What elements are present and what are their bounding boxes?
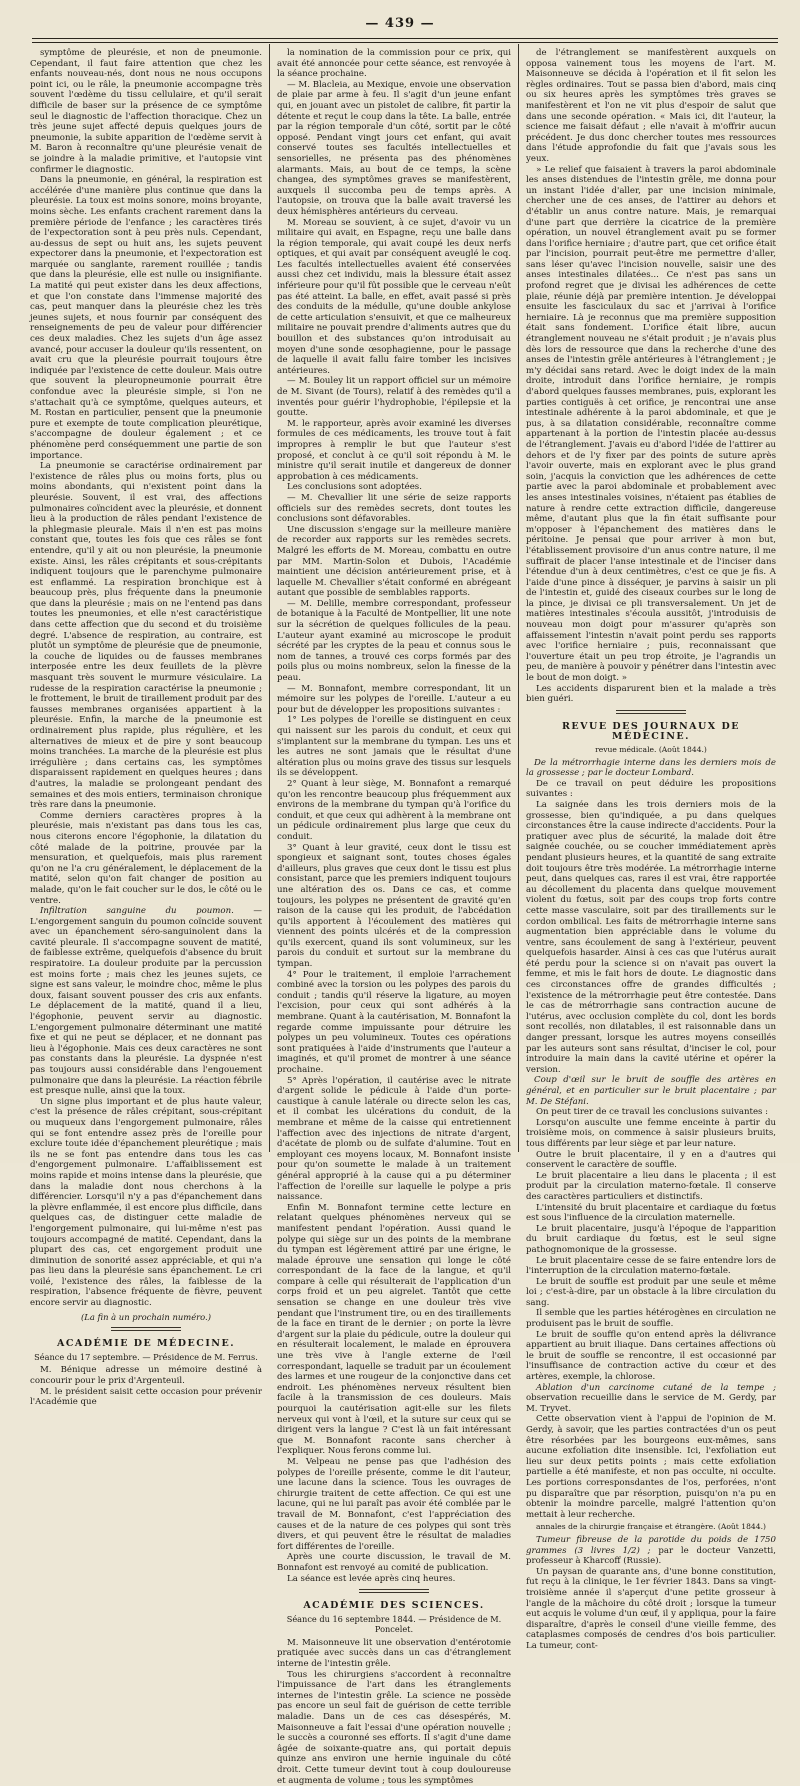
article-title-tumeur: Tumeur fibreuse de la parotide du poids de 1750 grammes (3 livres 1/2) ;: [526, 1534, 776, 1556]
paragraph: Un signe plus important et de plus haute valeur, c'est la présence de râles crépitant, sous-crépitant ou muqueux dans l'engorgement pulmonaire, râles qui se font entendre assez près de l'oreille pour exclure toute idée d'épanchement pleurétique ; mais ils ne se font pas entendre dans tous les cas d'engorgement pulmonaire. L'affaiblissement est moins rapide et moins intense dans la pleurésie, que dans la maladie dont nous cherchons à la différencier. Lorsqu'il n'y a pas d'épanchement dans la plèvre enflammée, il est encore plus difficile, dans quelques cas, de distinguer cette maladie de l'engorgement pulmonaire, qui lui-même n'est pas toujours accompagné de matité. Cependant, dans la plupart des cas, cet engorgement produit une diminution de sonorité assez appréciable, et qui n'a pas lieu dans la pleurésie sans épanchement. Le cri voilé, l'existence des râles, la faiblesse de la respiration, l'absence fréquente de fièvre, peuvent encore servir au diagnostic.: [30, 1096, 262, 1309]
paragraph: Dans la pneumonie, en général, la respiration est accélérée d'une manière plus continue que dans la pleurésie. La toux est moins sonore, moins broyante, moins sèche. Les enfants crachent rarement dans la première période de l'enfance ; les caractères tirés de l'expectoration sont à peu près nuls. Cependant, au-dessus de sept ou huit ans, les sujets peuvent expectorer dans la pneumonie, et l'expectoration est marquée ou sanglante, rarement rouillée ; tandis que dans la pleurésie, elle est nulle ou insignifiante. La matité qui peut exister dans les deux affections, et que l'on constate dans l'immense majorité des cas, peut manquer dans la pleurésie chez les très jeunes sujets, et nous fournir par conséquent des renseignements de peu de valeur pour différencier ces deux maladies. Chez les sujets d'un âge assez avancé, pour accuser la douleur qu'ils ressentent, on avait cru que la pleurésie pourrait toujours être indiquée par l'existence de cette douleur. Mais outre que souvent la pleuropneumonie pourrait être confondue avec la pleurésie simple, si l'on ne s'attachait qu'à ce symptôme, quelques auteurs, et M. Rostan en particulier, pensent que la pneumonie pure et exempte de toute complication pleurétique, s'accompagne de douleur également ; et ce phénomène perd conséquemment une partie de son importance.: [30, 175, 262, 461]
paragraph: Le bruit de souffle qu'on entend après la délivrance appartient au bruit iliaque. Dans certaines affections où le bruit de souffle se rencontre, il est occasionné par l'insuffisance de contraction active du cœur et des artères, exemple, la chlorose.: [526, 1329, 776, 1383]
section-separator: [616, 710, 686, 714]
paragraph: 1° Les polypes de l'oreille se distinguent en ceux qui naissent sur les parois du conduit, et ceux qui s'implantent sur la membrane du tympan. Les uns et les autres ne sont jamais que le résultat d'une altération plus ou moins grave des tissus sur lesquels ils se développent.: [277, 715, 511, 779]
paragraph: 3° Quant à leur gravité, ceux dont le tissu est spongieux et saignant sont, toutes choses égales d'ailleurs, plus graves que ceux dont le tissu est plus consistant, parce que les premiers indiquent toujours une altération des os. Dans ce cas, et comme toujours, les polypes ne présentent de gravité qu'en raison de la cause qui les produit, de l'abcédation qu'ils apportent à l'écoulement des matières qui viennent des points ulcérés et de la compression qu'ils exercent, quand ils sont volumineux, sur les parois du conduit et surtout sur la membrane du tympan.: [277, 842, 511, 970]
paragraph: La saignée dans les trois derniers mois de la grossesse, bien qu'indiquée, a pu dans quelques circonstances être la cause indirecte d'accidents. Pour la pratiquer avec plus de sécurité, la malade doit être saignée couchée, ou se coucher immédiatement après pendant plusieurs heures, et la quantité de sang extraite doit toujours être très modérée. La métrorrhagie interne peut, dans quelques cas, rares il est vrai, être rapportée au décollement du placenta dans quelque mouvement violent du fœtus, soit par des coups trop forts contre cette masse vasculaire, soit par des tiraillements sur le cordon ombilical. Les faits de métrorrhagie interne sans augmentation bien appréciable dans le volume du ventre, sans écoulement de sang à l'extérieur, peuvent quelquefois hasarder. Ainsi à ces cas que l'utérus aurait été perdu pour la science si on n'avait pas ouvert la femme, et mis le fait hors de doute. Le diagnostic dans ces circonstances offre de grandes difficultés ; l'existence de la métrorrhagie peut être contestée. Dans le cas de métrorrhagie sans contraction aucune de l'utérus, avec occlusion complète du col, dont les bords sont recollés, non dilatables, il est raisonnable dans un danger pressant, lorsque les autres moyens conseillés par les auteurs sont sans résultat, d'inciser le col, pour introduire la main dans la cavité utérine et opérer la version.: [526, 799, 776, 1075]
section-title-academie-medecine: ACADÉMIE DE MÉDECINE.: [56, 1338, 236, 1350]
paragraph: — M. Delille, membre correspondant, professeur de botanique à la Faculté de Montpellier, lit une note sur la sécrétion de quelques follicules de la peau. L'auteur ayant examiné au microscope le produit sécrété par les cryptes de la peau et connus sous le nom de tannes, a trouvé ces corps formés par des poils plus ou moins nombreux, selon la finesse de la peau.: [277, 598, 511, 684]
paragraph: de l'étranglement se manifestèrent auxquels on opposa vainement tous les moyens de l'art. M. Maisonneuve se décida à l'opération et il fit selon les règles ordinaires. Tout se passa bien d'abord, mais cinq ou six heures après les symptômes très graves se manifestèrent et l'on ne vit plus d'espoir de salut que dans une seconde opération. « Mais ici, dit l'auteur, la science me faisait défaut ; elle n'avait à m'offrir aucun précédent. Je dus donc chercher toutes mes ressources dans l'étude approfondie du fait que j'avais sous les yeux.: [526, 48, 776, 164]
paragraph: symptôme de pleurésie, et non de pneumonie. Cependant, il faut faire attention que chez les enfants nouveau-nés, dont nous ne nous occupons point ici, ou le râle, la pneumonie accompagne très souvent l'œdème du tissu cellulaire, et qu'il serait difficile de baser sur la présence de ce symptôme seul le diagnostic de l'affection thoracique. Chez un très jeune sujet affecté depuis quelques jours de pneumonie, la subite apparition de l'œdème servit à M. Baron à reconnaître qu'une pleurésie venait de se joindre à la maladie primitive, et l'autopsie vint confirmer le diagnostic.: [30, 48, 262, 175]
column-3: [526, 48, 776, 1651]
column-1: [30, 48, 263, 1408]
paragraph: M. Bénique adresse un mémoire destiné à concourir pour le prix d'Argenteuil.: [30, 1365, 262, 1387]
paragraph: La séance est levée après cinq heures.: [287, 1573, 456, 1584]
header-rule-thin: [32, 42, 778, 43]
paragraph: — M. Blacleia, au Mexique, envoie une observation de plaie par arme à feu. Il s'agit d'un jeune enfant qui, en jouant avec un pistolet de calibre, fit partir la détente et reçut le coup dans la tête. La balle, entrée par la région temporale d'un côté, sortit par le côté opposé. Pendant vingt jours cet enfant, qui avait conservé toutes ses facultés intellectuelles et sensorielles, ne présenta pas des phénomènes alarmants. Mais, au bout de ce temps, la scène changea, des symptômes graves se manifestèrent, auxquels il succomba peu de temps après. A l'autopsie, on trouva que la balle avait traversé les deux hémisphères antérieurs du cerveau.: [277, 79, 511, 217]
continued-note: (La fin à un prochain numéro.): [81, 1311, 211, 1322]
paragraph: Il semble que les parties hétérogènes en circulation ne produisent pas le bruit de souffle.: [526, 1308, 776, 1330]
paragraph: » Le relief que faisaient à travers la paroi abdominale les anses distendues de l'intestin grêle, me donna pour un instant l'idée d'aller, par une incision minimale, chercher une de ces anses, de l'attirer au dehors et d'établir un anus contre nature. Mais, je remarquai d'une part que derrière la cicatrice de la première opération, un nouvel étranglement avait pu se former dans l'orifice herniaire ; d'autre part, que cet orifice était par l'incision, pourrait peut-être me permettre d'aller, sans léser qu'avec l'incision nouvelle, saisir une des anses intestinales dilatées... Ce n'est pas sans un profond regret que je divisai les adhérences de cette plaie, réunie déjà par première intention. Je développai ensuite les fasciculaux du sac et j'arrivai à l'orifice herniaire. Là je reconnus que ma première supposition était sans fondement. L'orifice était libre, aucun étranglement nouveau ne s'était produit ; je n'avais plus dès lors de ressource que dans la recherche d'une des anses de l'intestin grêle antérieures à l'étranglement ; je m'y décidai sans retard. Avec le doigt index de la main droite, introduit dans l'orifice herniaire, je rompis d'abord quelques fausses membranes, puis, explorant les parties contiguës à cet orifice, je rencontrai une anse intestinale adhérente à la paroi abdominale, et que je pus, à sa dilatation considérable, reconnaître comme appartenant à la portion de l'intestin placée au-dessus de l'étranglement. J'avais eu d'abord l'idée de l'attirer au dehors et de l'y fixer par des points de suture après l'avoir ouverte, mais en explorant avec le plus grand soin, j'acquis la conviction que les adhérences de cette partie avec la paroi abdominale et probablement avec les anses intestinales voisines, n'étaient pas établies de nature à rendre cette extraction difficile, dangereuse même, d'autant plus que la fin était suffisante pour m'opposer à l'épanchement des matières dans le péritoine. Je pensai que pour arriver à mon but, l'établissement provisoire d'un anus contre nature, il me suffirait de placer l'anse intestinale et de l'inciser dans l'étendue d'un à deux centimètres, c'est ce que je fis. A l'aide d'une pince à disséquer, je parvins à saisir un pli de l'intestin et, guidé des ciseaux courbes sur le long de la pince, je divisai ce pli transversalement. Un jet de matières intestinales s'écoula aussitôt, j'introduisis de nouveau mon doigt pour m'assurer qu'après son affaissement l'intestin n'avait point perdu ses rapports avec l'orifice herniaire ; puis, reconnaissant que l'ouverture était un peu trop étroite, je l'agrandis un peu, de manière à pouvoir y pénétrer dans l'intestin avec le bout de mon doigt. »: [526, 164, 776, 684]
paragraph: Le bruit placentaire, jusqu'à l'époque de l'apparition du bruit cardiaque du fœtus, est le seul signe pathognomonique de la grossesse.: [526, 1223, 776, 1255]
paragraph: On peut tirer de ce travail les conclusions suivantes :: [536, 1107, 769, 1118]
journal-source: annales de la chirurgie française et étrangère. (Août 1844.): [536, 1522, 766, 1532]
section-separator: [111, 1327, 181, 1331]
article-title-metrorrhagie: De la métrorrhagie interne dans les derniers mois de la grossesse ; par le docteur Lombard.: [526, 757, 776, 779]
paragraph: Les accidents disparurent bien et la malade a très bien guéri.: [526, 683, 776, 705]
infiltration-text: — L'engorgement sanguin du poumon coïncide souvent avec un épanchement séro-sanguinolent dans la cavité pleurale. Il s'accompagne souvent de matité, de faiblesse extrême, quelquefois d'absence du bruit respiratoire. La douleur produite par la percussion est moins forte ; mais chez les jeunes sujets, ce signe est sans valeur, le moindre choc, même le plus doux, faisant souvent pousser des cris aux enfants. Le déplacement de la matité, quand il a lieu, l'égophonie, peuvent servir au diagnostic. L'engorgement pulmonaire déterminant une matité fixe et qui ne peut se déplacer, et ne donnant pas lieu à l'égophonie. Mais ces deux caractères ne sont pas constants dans la pleurésie. La dyspnée n'est pas toujours aussi considérable dans l'engouement pulmonaire que dans la pleurésie. La réaction fébrile est presque nulle, ainsi que la toux.: [30, 906, 263, 1097]
tumeur-byline: par le docteur Vanzetti, professeur à Kharcoff (Russie).: [526, 1545, 776, 1567]
seance-line: Séance du 17 septembre. — Présidence de M. Ferrus.: [34, 1351, 258, 1362]
section-separator: [359, 1589, 429, 1593]
paragraph: — M. Bonnafont, membre correspondant, lit un mémoire sur les polypes de l'oreille. L'auteur a eu pour but de développer les propositions suivantes :: [277, 683, 511, 715]
paragraph: Tous les chirurgiens s'accordent à reconnaître l'impuissance de l'art dans les étranglements internes de l'intestin grêle. La science ne possède pas encore un seul fait de guérison de cette terrible maladie. Dans un de ces cas désespérés, M. Maisonneuve a fait l'essai d'une opération nouvelle ; le succès a couronné ses efforts. Il s'agit d'une dame âgée de soixante-quatre ans, qui portait depuis quinze ans environ une hernie inguinale du côté droit. Cette tumeur devint tout à coup douloureuse et augmenta de volume ; tous les symptômes: [277, 1669, 511, 1786]
paragraph: Une discussion s'engage sur la meilleure manière de recorder aux rapports sur les remèdes secrets. Malgré les efforts de M. Moreau, combattu en outre par MM. Martin-Solon et Dubois, l'Académie maintient une décision antérieurement prise, et à laquelle M. Chevallier s'était conformé en abrégeant autant que possible de semblables rapports.: [277, 524, 511, 599]
paragraph: Le bruit placentaire cesse de se faire entendre lors de l'interruption de la circulation materno-fœtale.: [526, 1255, 776, 1277]
paragraph: M. Moreau se souvient, à ce sujet, d'avoir vu un militaire qui avait, en Espagne, reçu une balle dans la région temporale, qui avait coupé les deux nerfs optiques, et qui avait par conséquent aveuglé le coq. Les facultés intellectuelles avaient été conservées aussi chez cet individu, mais la blessure était assez inférieure pour qu'il fût possible que le cerveau n'eût pas été atteint. La balle, en effet, avait passé si près des conduits de la médulle, qu'une double ankylose de cette articulation s'ensuivit, et que ce malheureux militaire ne pouvait prendre d'aliments autres que du bouillon et des substances qu'on introduisait au moyen d'une sonde œsophagienne, pour le passage de laquelle il avait fallu faire tomber les incisives antérieures.: [277, 217, 511, 376]
paragraph: 2° Quant à leur siège, M. Bonnafont a remarqué qu'on les rencontre beaucoup plus fréquemment aux environs de la membrane du tympan qu'à l'orifice du conduit, et que ceux qui adhèrent à la membrane ont un pédicule ordinairement plus large que ceux du conduit.: [277, 778, 511, 842]
section-title-academie-sciences: ACADÉMIE DES SCIENCES.: [303, 1600, 485, 1612]
ablation-byline: observation recueillie dans le service de M. Gerdy, par M. Tryvet.: [526, 1393, 776, 1414]
paragraph: M. Maisonneuve lit une observation d'entérotomie pratiquée avec succès dans un cas d'étranglement interne de l'intestin grêle.: [277, 1637, 511, 1670]
journal-source: revue médicale. (Août 1844.): [595, 745, 707, 754]
paragraph: M. le président saisit cette occasion pour prévenir l'Académie que: [30, 1386, 262, 1408]
paragraph: M. le rapporteur, après avoir examiné les diverses formules de ces médicaments, les trouve tout à fait impropres à remplir le but que l'auteur s'est proposé, et conclut à ce qu'il soit répondu à M. le ministre qu'il serait inutile et dangereux de donner approbation à ces médicaments.: [277, 418, 511, 482]
paragraph-infiltration: [30, 906, 262, 1097]
paragraph: Outre le bruit placentaire, il y en a d'autres qui conservent le caractère de souffle.: [526, 1149, 776, 1171]
paragraph: — M. Bouley lit un rapport officiel sur un mémoire de M. Sivant (de Tours), relatif à des remèdes qu'il a inventés pour guérir l'hydrophobie, l'épilepsie et la goutte.: [277, 376, 511, 419]
article-title-bruit-souffle: Coup d'œil sur le bruit de souffle des artères en général, et en particulier sur le bruit placentaire ; par M. De Stéfani.: [526, 1075, 776, 1107]
paragraph: Cette observation vient à l'appui de l'opinion de M. Gerdy, à savoir, que les parties contractées d'un os peut être résorbées par les bourgeons eux-mêmes, sans aucune exfoliation dite insensible. Ici, l'exfoliation eut lieu sur deux petits points ; mais cette exfoliation partielle a été manifeste, et non pas occulte, ni occulte. Les portions corresponsdantes de l'os, perforées, n'ont pu disparaître que par résorption, puisqu'on n'a pu en obtenir la moindre parcelle, malgré l'attention qu'on mettait à leur recherche.: [526, 1414, 776, 1520]
column-divider-1: [269, 44, 270, 1152]
paragraph: La pneumonie se caractérise ordinairement par l'existence de râles plus ou moins forts, plus ou moins abondants, qui n'existent point dans la pleurésie. Souvent, il est vrai, des affections pulmonaires coïncident avec la pleurésie, et donnent lieu à la production de râles pendant l'existence de la phlegmasie pleurale. Mais il n'en est pas moins constant que, toutes les fois que ces râles se font entendre, qu'il y ait ou non pleurésie, la pneumonie existe. Ainsi, les râles crépitants et sous-crépitants indiquent toujours que le parenchyme pulmonaire est enflammé. La respiration bronchique est à beaucoup près, plus fréquente dans la pneumonie que dans la pleurésie ; mais on ne l'entend pas dans toutes les pneumonies, et elle n'est caractéristique dans cette affection que du second et du troisième degré. L'absence de respiration, au contraire, est plutôt un symptôme de pleurésie que de pneumonie, la couche de liquides ou de fausses membranes interposée entre les deux feuillets de la plèvre masquant très souvent le murmure vésiculaire. La rudesse de la respiration caractérise la pneumonie ; le frottement, le bruit de tiraillement produit par des fausses membranes organisées appartient à la pleurésie. Enfin, la marche de la pneumonie est ordinairement plus rapide, plus régulière, et les alternatives de mieux et de pire y sont beaucoup moins tranchées. La marche de la pleurésie est plus irrégulière ; dans certains cas, les symptômes disparaissent rapidement en quelques heures ; dans d'autres, la maladie se prolongeant pendant des semaines et des mois entiers, terminaison chronique très rare dans la pneumonie.: [30, 461, 262, 811]
paragraph: Lorsqu'on ausculte une femme enceinte à partir du troisième mois, on commence à saisir plusieurs bruits, tous différents par leur siège et par leur nature.: [526, 1117, 776, 1149]
infiltration-title: Infiltration sanguine du poumon.: [40, 906, 234, 917]
paragraph: M. Velpeau ne pense pas que l'adhésion des polypes de l'oreille présente, comme le dit l'auteur, une lacune dans la science. Tous les ouvrages de chirurgie traitent de cette affection. Ce qui est une lacune, qui ne lui paraît pas avoir été comblée par le travail de M. Bonnafont, c'est l'appréciation des causes et de la nature de ces polypes qui sont très divers, et qui peuvent être le résultat de maladies fort différentes de l'oreille.: [277, 1456, 511, 1552]
paragraph: Le bruit placentaire a lieu dans le placenta ; il est produit par la circulation materno-fœtale. Il conserve des caractères particuliers et distinctifs.: [526, 1170, 776, 1202]
paragraph: Enfin M. Bonnafont termine cette lecture en relatant quelques phénomènes nerveux qui se manifestent pendant l'opération. Aussi quand le polype qui siège sur un des points de la membrane du tympan est légèrement attiré par une érigne, le malade éprouve une sensation qui longe le côté correspondant de la face de la langue, et qu'il compare à celle qui résulterait de l'application d'un corps froid et un peu aigrelet. Tantôt que cette sensation se change en une douleur très vive pendant que l'instrument tire, ou en des tiraillements de la face en tirant de le dernier ; on porte la lèvre d'argent sur la plaie du pédicule, outre la douleur qui en résulterait localement, le malade en éprouvera une très vive à l'angle externe de l'œil correspondant, laquelle se traduit par un écoulement des larmes et une rougeur de la conjonctive dans cet endroit. Les phénomènes nerveux résultent bien facile à la transmission de ces douleurs. Mais pourquoi la cautérisation agit-elle sur les filets nerveux qui vont à l'œil, et la suture sur ceux qui se dirigent vers la langue ? C'est là un fait intéressant que M. Bonnafont raconte sans chercher à l'expliquer. Nous ferons comme lui.: [277, 1202, 511, 1457]
paragraph: 4° Pour le traitement, il emploie l'arrachement combiné avec la torsion ou les polypes des parois du conduit ; tandis qu'il réserve la ligature, au moyen l'excision, pour ceux qui sont adhérés à la membrane. Quant à la cautérisation, M. Bonnafont la regarde comme impuissante pour détruire les polypes un peu volumineux. Toutes ces opérations sont pratiquées à l'aide d'instruments que l'auteur a imaginés, et qu'il promet de montrer à une séance prochaine.: [277, 969, 511, 1075]
paragraph: Un paysan de quarante ans, d'une bonne constitution, fut reçu à la clinique, le 1er février 1843. Dans sa vingt-troisième année il s'aperçut d'une petite grosseur à l'angle de la mâchoire du côté droit ; lorsque la tumeur eut acquis le volume d'un œuf, il y appliqua, pour la faire disparaître, d'après le conseil d'une vieille femme, des cataplasmes composés de cendres d'os bois particulier. La tumeur, cont-: [526, 1566, 776, 1651]
paragraph: la nomination de la commission pour ce prix, qui avait été annoncée pour cette séance, est renvoyée à la séance prochaine.: [277, 48, 511, 80]
paragraph: — M. Chevallier lit une série de seize rapports officiels sur des remèdes secrets, dont toutes les conclusions sont défavorables.: [277, 492, 511, 525]
section-title-revue-journaux: REVUE DES JOURNAUX DE MÉDECINE.: [562, 720, 740, 743]
paragraph: Après une courte discussion, le travail de M. Bonnafont est renvoyé au comité de publication.: [277, 1552, 511, 1573]
seance-line: Séance du 16 septembre 1844. — Présidence de M. Poncelet.: [286, 1613, 502, 1635]
paragraph: Les conclusions sont adoptées.: [287, 482, 422, 493]
column-divider-2: [518, 44, 519, 1152]
paragraph: 5° Après l'opération, il cautérise avec le nitrate d'argent solide le pédicule à l'aide d'un porte-caustique à canule latérale ou directe selon les cas, et il combat les ulcérations du conduit, de la membrane et même de la caisse qui entretiennent l'affection avec des injections de nitrate d'argent, d'acétate de plomb ou de sulfate d'alumine. Tout en employant ces moyens locaux, M. Bonnafont insiste pour qu'on soumette le malade à un traitement général approprié à la cause qui a pu déterminer l'affection de l'oreille sur laquelle le polype a pris naissance.: [277, 1075, 511, 1203]
page-number: — 439 —: [365, 16, 435, 31]
paragraph: Comme derniers caractères propres à la pleurésie, mais n'existant pas dans tous les cas, nous citerons encore l'égophonie, la dilatation du côté malade de la poitrine, prouvée par la mensuration, et quelquefois, mais plus rarement qu'on ne l'a cru généralement, le déplacement de la matité, selon qu'on fait changer de position au malade, qu'on le fait coucher sur le dos, le côté ou le ventre.: [30, 810, 262, 906]
paragraph: De ce travail on peut déduire les propositions suivantes :: [526, 778, 776, 800]
paragraph-ablation: [526, 1383, 776, 1415]
header-rule: [32, 38, 778, 39]
paragraph-tumeur: [526, 1535, 776, 1567]
paragraph: L'intensité du bruit placentaire et cardiaque du fœtus est sous l'influence de la circulation maternelle.: [526, 1202, 776, 1224]
article-title-ablation: Ablation d'un carcinome cutané de la tempe ;: [536, 1382, 776, 1393]
paragraph: Le bruit de souffle est produit par une seule et même loi ; c'est-à-dire, par un obstacle à la libre circulation du sang.: [526, 1276, 776, 1308]
column-2: [277, 48, 511, 1786]
